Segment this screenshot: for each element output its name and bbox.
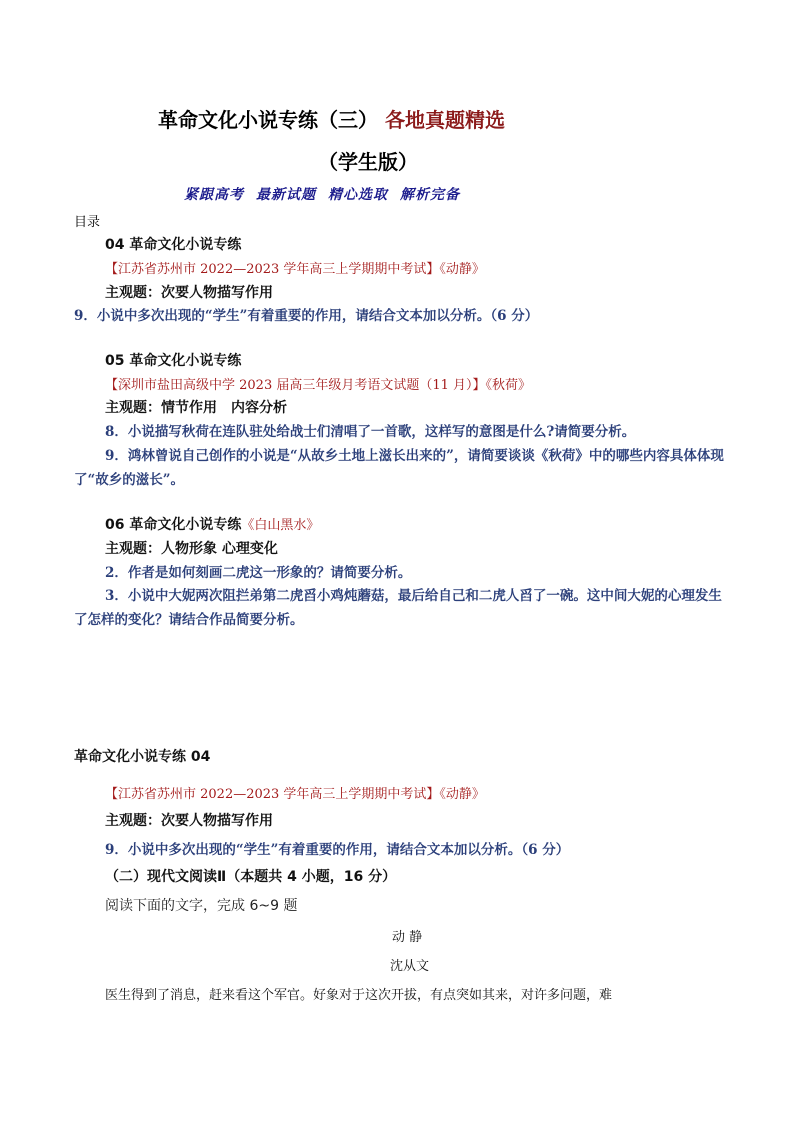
- toc-05-question-8: 8．小说描写秋荷在连队驻处给战士们清唱了一首歌，这样写的意图是什么?请简要分析。: [105, 424, 636, 440]
- document-subtitle: （学生版）: [318, 150, 418, 174]
- document-title: [158, 104, 505, 133]
- section-04-instruction: 阅读下面的文字，完成 6~9 题: [105, 898, 298, 914]
- slogan-2: 最新试题: [256, 187, 316, 203]
- slogan-4: 解析完备: [400, 187, 460, 203]
- title-main: 革命文化小说专练（三）: [158, 108, 378, 132]
- title-highlight: 各地真题精选: [384, 108, 505, 132]
- toc-06-book-title: 《白山黑水》: [241, 518, 320, 533]
- toc-04-source: 【江苏省苏州市 2022—2023 学年高三上学期期中考试】《动静》: [105, 262, 485, 277]
- section-04-source: 【江苏省苏州市 2022—2023 学年高三上学期期中考试】《动静》: [105, 787, 485, 802]
- toc-05-topic: 主观题：情节作用 内容分析: [105, 400, 287, 416]
- section-04-question-9: 9．小说中多次出现的“学生”有着重要的作用，请结合文本加以分析。（6 分）: [105, 842, 570, 858]
- slogan: [184, 184, 472, 204]
- section-04-part-heading: （二）现代文阅读Ⅱ（本题共 4 小题，16 分）: [105, 869, 397, 885]
- section-04-heading: 革命文化小说专练 04: [74, 749, 211, 765]
- toc-05-source: 【深圳市盐田高级中学 2023 届高三年级月考语文试题（11 月）】《秋荷》: [105, 378, 532, 393]
- story-author: 沈从文: [390, 959, 430, 974]
- toc-05-heading[interactable]: 05 革命文化小说专练: [105, 353, 242, 369]
- slogan-3: 精心选取: [328, 187, 388, 203]
- section-04-topic: 主观题：次要人物描写作用: [105, 813, 273, 829]
- toc-06-topic: 主观题：人物形象 心理变化: [105, 541, 278, 557]
- toc-06-heading[interactable]: [105, 514, 319, 534]
- toc-04-heading[interactable]: 04 革命文化小说专练: [105, 237, 242, 253]
- toc-06-question-2: 2．作者是如何刻画二虎这一形象的？请简要分析。: [105, 565, 412, 581]
- slogan-1: 紧跟高考: [184, 187, 244, 203]
- toc-04-question-9: 9．小说中多次出现的“学生”有着重要的作用，请结合文本加以分析。（6 分）: [74, 308, 539, 324]
- toc-04-topic: 主观题：次要人物描写作用: [105, 285, 273, 301]
- story-title: 动 静: [392, 930, 423, 945]
- toc-label: 目录: [74, 215, 101, 230]
- toc-05-question-9: 9．鸿林曾说自己创作的小说是“从故乡土地上滋长出来的”，请简要谈谈《秋荷》中的哪些内容具体体现了“故乡的滋长”。: [74, 448, 724, 488]
- toc-06-question-3: 3．小说中大妮两次阻拦弟第二虎舀小鸡炖蘑菇，最后给自己和二虎人舀了一碗。这中间大妮的心理发生了怎样的变化？请结合作品简要分析。: [74, 588, 722, 628]
- story-first-line: 医生得到了消息，赶来看这个军官。好象对于这次开拔，有点突如其来，对许多问题，难: [105, 988, 613, 1003]
- toc-06-heading-text: 06 革命文化小说专练: [105, 517, 242, 533]
